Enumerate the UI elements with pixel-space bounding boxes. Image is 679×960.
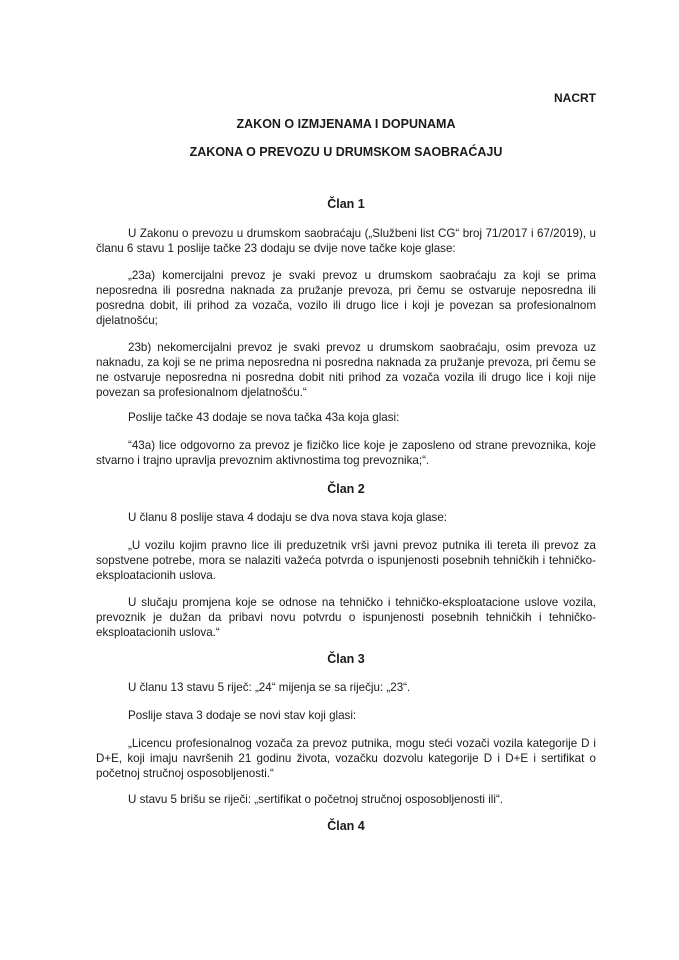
paragraph: U stavu 5 brišu se riječi: „sertifikat o početnoj stručnoj osposobljenosti ili“. [128,793,504,806]
paragraph: U slučaju promjena koje se odnose na tehničko i tehničko-eksploatacione uslove vozila, prevoznik je dužan da pribavi novu potvrdu o ispunjenosti posebnih tehničkih i tehničko-eksploatacionih uslova.“ [96,596,596,639]
article-heading-3: Član 3 [327,652,365,666]
paragraph: Poslije stava 3 dodaje se novi stav koji glasi: [128,709,357,722]
article-heading-1: Član 1 [327,197,365,211]
document-title-line2: ZAKONA O PREVOZU U DRUMSKOM SAOBRAĆAJU [189,145,503,159]
article-heading-4: Član 4 [327,819,365,833]
draft-label: NACRT [554,91,596,105]
paragraph: U članu 8 poslije stava 4 dodaju se dva nova stava koja glase: [128,511,448,524]
paragraph: 23b) nekomercijalni prevoz je svaki prevoz u drumskom saobraćaju, osim prevoza uz naknadu, za koji se ne prima neposredna ni posredna naknada za pružanje prevoza, pri čemu se ne ostvaruje neposredna ni posredna dobit niti prihod za vozača vozila ili drugo lice i koji nije povezan sa profesionalnom djelatnošću.“ [96,341,596,399]
paragraph: „U vozilu kojim pravno lice ili preduzetnik vrši javni prevoz putnika ili tereta ili prevoz za sopstvene potrebe, mora se nalaziti važeća potvrda o ispunjenosti posebnih tehničkih i tehničko-eksploatacionih uslova. [96,539,596,582]
article-heading-2: Član 2 [327,482,365,496]
paragraph: U članu 13 stavu 5 riječ: „24“ mijenja se sa riječju: „23“. [128,681,411,694]
document-title-line1: ZAKON O IZMJENAMA I DOPUNAMA [236,117,456,131]
paragraph: „Licencu profesionalnog vozača za prevoz putnika, mogu steći vozači vozila kategorije D i D+E, koji imaju navršenih 21 godinu života, vozačku dozvolu kategorije D i D+E i sertifikat o početnoj stručnoj osposobljenosti.“ [96,737,596,780]
paragraph: Poslije tačke 43 dodaje se nova tačka 43a koja glasi: [128,411,400,424]
paragraph: “43a) lice odgovorno za prevoz je fizičko lice koje je zaposleno od strane prevoznika, koje stvarno i trajno upravlja prevoznim aktivnostima tog prevoznika;“. [96,439,596,467]
paragraph: „23a) komercijalni prevoz je svaki prevoz u drumskom saobraćaju za koji se prima neposredna ili posredna naknada za pružanje prevoza, pri čemu se ostvaruje neposredna ili posredna dobit, ili prihod za vozača, vozilo ili drugo lice i koji je povezan sa profesionalnom djelatnošću; [96,269,596,327]
paragraph: U Zakonu o prevozu u drumskom saobraćaju („Službeni list CG“ broj 71/2017 i 67/2019), u članu 6 stavu 1 poslije tačke 23 dodaju se dvije nove tačke koje glase: [96,227,596,255]
